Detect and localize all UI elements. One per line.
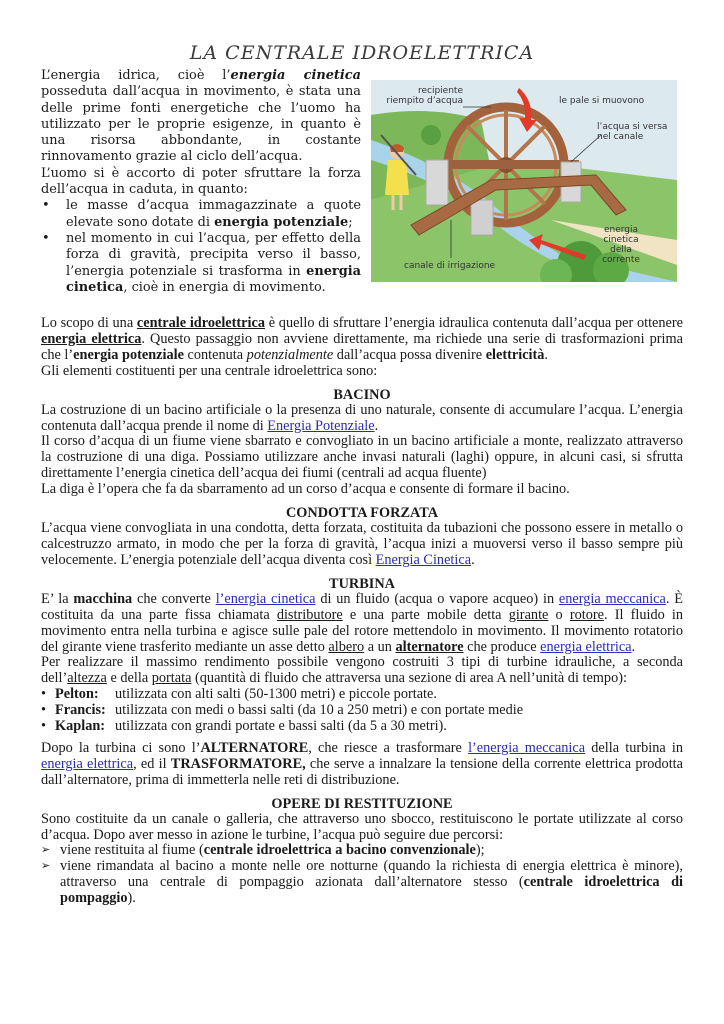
underlined-term: altezza	[67, 670, 107, 687]
label-kinetic: energia cinetica della corrente	[602, 225, 640, 265]
link-energia-cinetica[interactable]: Energia Cinetica	[375, 551, 472, 568]
link-energia-elettrica[interactable]: energia elettrica	[540, 638, 632, 655]
turbina-paragraph-2: Per realizzare il massimo rendimento possibile vengono costruiti 3 tipi di turbine idrauliche, a seconda dell’altezza e della portata (quantità di fluido che attraversa una sezione di area A nell’unità di tempo):	[41, 654, 683, 687]
condotta-paragraph: L’acqua viene convogliata in una condotta, detta forzata, costituita da tubazioni che possono essere in metallo o calcestruzzo armato, in modo che per la forza di gravità, l’acqua inizi a muoversi verso il basso sempre più velocemente. L’energia potenziale dell’acqua diventa così Energia Cinetica.	[41, 520, 683, 568]
bold-term: energia potenziale	[214, 214, 349, 230]
document-page	[41, 40, 683, 907]
bacino-paragraph-1: La costruzione di un bacino artificiale o la presenza di uno naturale, consente di accumulare l’acqua. L’energia contenuta dall’acqua prende il nome di Energia Potenziale.	[41, 401, 683, 434]
bold-term: energia potenziale	[73, 346, 184, 363]
label-blades: le pale si muovono	[559, 96, 645, 106]
turbine-name: Pelton:	[55, 686, 99, 703]
underlined-term: distributore	[276, 606, 343, 623]
alternatore-paragraph: Dopo la turbina ci sono l’ALTERNATORE, che riesce a trasformare l’energia meccanica della turbina in energia elettrica, ed il TRASFORMATORE, che serve a innalzare la tensione della corrente elettrica prodotta dall’alternatore, prima di immetterla nelle reti di distribuzione.	[41, 739, 684, 788]
turbine-types-list	[41, 687, 683, 735]
list-item: ➢ viene restituita al fiume (centrale idroelettrica a bacino convenzionale);	[41, 843, 683, 859]
opere-paragraph: Sono costituite da un canale o galleria, che attraverso uno sbocco, restituiscono le portate utilizzate al corso d’acqua. Dopo aver messo in azione le turbine, l’acqua può seguire due percorsi:	[41, 810, 683, 843]
label-recipient: recipiente riempito d’acqua	[386, 86, 463, 106]
intro-paragraph-1: L’energia idrica, cioè l’energia cinetica posseduta dall’acqua in movimento, è stata una delle prime fonti energetiche che l’uomo ha utilizzato per le proprie esigenze, in quanto è una risorsa abbondante, in costante rinnovamento grazie al ciclo dell’acqua.	[41, 68, 361, 165]
bold-term: macchina	[73, 590, 133, 607]
bold-term: TRASFORMATORE,	[170, 755, 306, 772]
bacino-paragraph-3: La diga è l’opera che fa da sbarramento ad un corso d’acqua e consente di formare il bacino.	[41, 481, 570, 498]
section-heading-opere: OPERE DI RESTITUZIONE	[271, 795, 453, 812]
link-energia-meccanica-alt[interactable]: l’energia meccanica	[468, 739, 586, 756]
section-heading-condotta: CONDOTTA FORZATA	[285, 505, 439, 522]
list-item: • le masse d’acqua immagazzinate a quote elevate sono dotate di energia potenziale;	[41, 198, 361, 231]
bold-underlined-term: energia elettrica	[41, 330, 142, 347]
bold-term: energia cinetica	[230, 68, 361, 83]
link-energia-elettrica-alt[interactable]: energia elettrica	[41, 755, 134, 772]
bold-term: centrale idroelettrica di pompaggio	[60, 874, 683, 907]
list-item: • Pelton: utilizzata con alti salti (50-1300 metri) e piccole portate.	[41, 687, 683, 703]
label-canal: canale di irrigazione	[404, 261, 496, 271]
list-item: • Kaplan: utilizzata con grandi portate e bassi salti (da 5 a 30 metri).	[41, 719, 683, 735]
italic-term: potenzialmente	[246, 346, 334, 363]
opere-list	[41, 843, 683, 907]
elements-intro: Gli elementi costituenti per una centrale idroelettrica sono:	[41, 362, 378, 379]
bold-term: elettricità	[485, 346, 545, 363]
bold-underlined-term: alternatore	[395, 638, 464, 655]
main-body	[41, 316, 683, 907]
bacino-paragraph-2: Il corso d’acqua di un fiume viene sbarrato e convogliato in un bacino artificiale a monte, realizzato attraverso la costruzione di una diga. Possiamo utilizzare anche invasi naturali (laghi) oppure, in alcuni casi, si sfrutta direttamente l’energia cinetica dell’acqua dei fiumi (centrali ad acqua fluente)	[41, 433, 683, 482]
intro-paragraph-2: L’uomo si è accorto di poter sfruttare la forza dell’acqua in caduta, in quanto:	[41, 165, 361, 198]
bold-term: energia cinetica	[66, 263, 361, 295]
list-item: ➢ viene rimandata al bacino a monte nelle ore notturne (quando la richiesta di energia elettrica è minore), attraverso una centrale di pompaggio azionata dall’alternatore stesso (centrale idroelettrica di pompaggio).	[41, 859, 683, 907]
bold-term: centrale idroelettrica a bacino convenzionale	[203, 842, 476, 859]
intro-text	[41, 68, 361, 296]
bold-underlined-term: centrale idroelettrica	[136, 315, 265, 331]
underlined-term: albero	[328, 638, 365, 655]
underlined-term: portata	[151, 670, 192, 687]
turbina-paragraph-1: E’ la macchina che converte l’energia cinetica di un fluido (acqua o vapore acqueo) in energia meccanica. È costituita da una parte fissa chiamata distributore e una parte mobile detta girante o rotore. Il fluido in movimento entra nella turbina e agisce sulle pale del rotore mettendolo in movimento. Il movimento rotatorio del girante viene trasferito mediante un asse detto albero a un alternatore che produce energia elettrica.	[41, 590, 684, 655]
label-pour: l’acqua si versa nel canale	[597, 122, 668, 142]
water-wheel-illustration	[371, 80, 677, 282]
bold-term: ALTERNATORE	[200, 739, 309, 756]
intro-section	[41, 66, 683, 316]
intro-bullet-list	[41, 198, 361, 296]
section-heading-turbina: TURBINA	[329, 575, 395, 592]
page-title: LA CENTRALE IDROELETTRICA	[189, 42, 535, 64]
section-heading-bacino: BACINO	[333, 386, 391, 403]
turbine-name: Francis:	[55, 702, 106, 719]
link-energia-cinetica-turbina[interactable]: l’energia cinetica	[215, 590, 316, 607]
link-energia-potenziale[interactable]: Energia Potenziale	[267, 417, 375, 434]
turbine-name: Kaplan:	[55, 718, 106, 735]
link-energia-meccanica[interactable]: energia meccanica	[558, 590, 666, 607]
underlined-term: rotore	[569, 606, 604, 623]
scope-paragraph: Lo scopo di una centrale idroelettrica è quello di sfruttare l’energia idraulica contenuta dall’acqua per ottenere energia elettrica. Questo passaggio non avviene direttamente, ma richiede una serie di trasformazioni prima che l’energia potenziale contenuta potenzialmente dall’acqua possa divenire elettricità.	[41, 315, 684, 363]
underlined-term: girante	[508, 606, 549, 623]
list-item: • nel momento in cui l’acqua, per effetto della forza di gravità, precipita verso il basso, l’energia potenziale si trasforma in energia cinetica, cioè in energia di movimento.	[41, 231, 361, 296]
list-item: • Francis: utilizzata con medi o bassi salti (da 10 a 250 metri) e con portate medie	[41, 703, 683, 719]
